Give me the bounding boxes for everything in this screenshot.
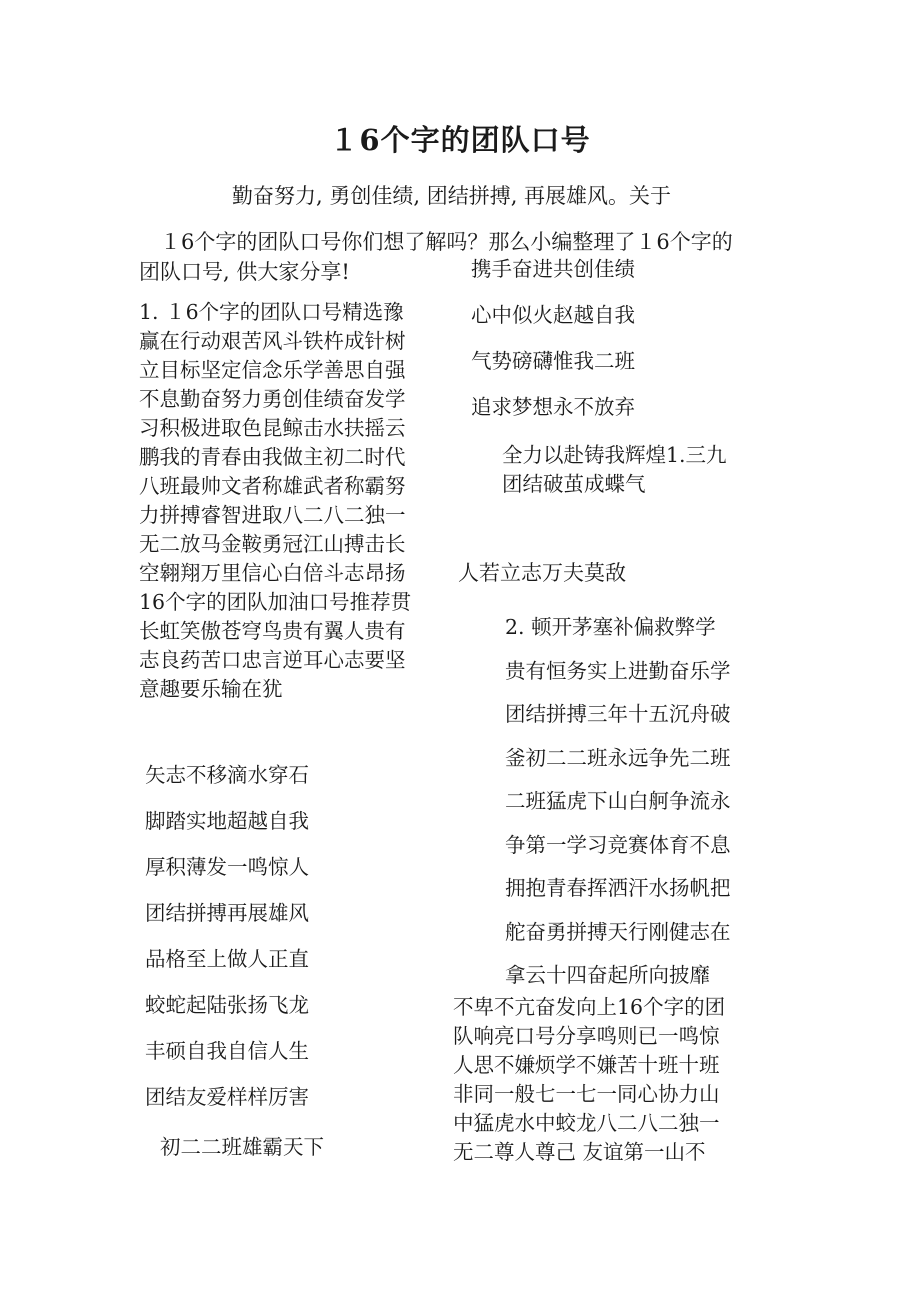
text-line: 二班猛虎下山白舸争流永 — [505, 789, 731, 813]
slogan-line: 气势磅礴惟我二班 — [471, 349, 635, 373]
intro-line-1: 勤奋努力, 勇创佳绩, 团结拼搏, 再展雄风。关于 — [232, 184, 672, 208]
text-line: 团结拼搏三年十五沉舟破 — [505, 702, 731, 726]
text-line: 争第一学习竞赛体育不息 — [505, 832, 731, 857]
slogan-line: 厚积薄发一鸣惊人 — [145, 855, 309, 879]
text-line: 舵奋勇拼搏天行刚健志在 — [505, 919, 731, 944]
text-line: 人思不嫌烦学不嫌苦十班十班 — [453, 1053, 720, 1077]
text-line: 贵有恒务实上进勤奋乐学 — [505, 658, 731, 683]
slogan-line: 追求梦想永不放弃 — [471, 395, 635, 419]
text-line: 空翱翔万里信心白倍斗志昂扬 — [139, 561, 406, 585]
text-line: 八班最帅文者称雄武者称霸努 — [139, 474, 406, 498]
intro-line-2: １6个字的团队口号你们想了解吗？那么小编整理了１6个字的 — [160, 230, 733, 254]
slogan-line: 团结友爱样样厉害 — [145, 1085, 309, 1109]
text-line: 不卑不亢奋发向上16个字的团 — [453, 995, 726, 1019]
text-line: 长虹笑傲苍穹鸟贵有翼人贵有 — [139, 619, 406, 643]
text-line: 志良药苦口忠言逆耳心志要坚 — [139, 648, 406, 672]
section-2-list — [505, 606, 731, 998]
slogan-line: 脚踏实地超越自我 — [145, 809, 309, 833]
text-line: 非同一般七一七一同心协力山 — [453, 1082, 720, 1106]
slogan-line: 品格至上做人正直 — [145, 947, 309, 971]
right-single-slogan: 人若立志万夫莫敌 — [458, 561, 626, 585]
text-line: 团结破茧成蝶气 — [502, 472, 646, 496]
slogan-line: 团结拼搏再展雄风 — [145, 901, 309, 925]
text-line: 拥抱青春挥洒汗水扬帆把 — [505, 876, 731, 900]
intro-line-3: 团队口号, 供大家分享! — [139, 260, 350, 284]
page-title: １6个字的团队口号 — [329, 123, 591, 157]
text-line: 中猛虎水中蛟龙八二八二独一 — [453, 1111, 720, 1135]
text-line: 习积极进取色昆鲸击水扶摇云 — [139, 416, 406, 440]
slogan-line: 蛟蛇起陆张扬飞龙 — [145, 993, 309, 1017]
text-line: 1. １6个字的团队口号精选豫 — [139, 300, 404, 324]
left-last-slogan: 初二二班雄霸天下 — [160, 1135, 324, 1159]
slogan-line: 丰硕自我自信人生 — [145, 1039, 309, 1063]
text-line: 16个字的团队加油口号推荐贯 — [139, 590, 412, 614]
slogan-line: 携手奋进共创佳绩 — [471, 257, 635, 281]
section-1-paragraph — [139, 298, 411, 704]
text-line: 无二放马金鞍勇冠江山搏击长 — [139, 532, 406, 556]
text-line: 不息勤奋努力勇创佳绩奋发学 — [139, 387, 406, 411]
section-3-paragraph — [453, 993, 725, 1167]
slogan-line: 矢志不移滴水穿石 — [145, 763, 309, 787]
text-line: 力拼搏睿智进取八二八二独一 — [139, 503, 406, 527]
text-line: 队响亮口号分享鸣则已一鸣惊 — [453, 1024, 720, 1048]
right-slogan-pair — [502, 441, 727, 499]
text-line: 立目标坚定信念乐学善思自强 — [139, 358, 406, 382]
text-line: 鹏我的青春由我做主初二时代 — [139, 445, 406, 469]
right-slogan-list — [471, 246, 635, 430]
text-line: 釜初二二班永远争先二班 — [505, 745, 731, 770]
text-line: 拿云十四奋起所向披靡 — [505, 963, 710, 987]
text-line: 赢在行动艰苦风斗铁杵成针树 — [139, 329, 406, 353]
slogan-line: 心中似火赵越自我 — [471, 303, 635, 327]
text-line: 全力以赴铸我辉煌1.三九 — [502, 443, 727, 467]
left-slogan-list — [145, 752, 309, 1120]
text-line: 无二尊人尊己 友谊第一山不 — [453, 1140, 706, 1164]
text-line: 2. 顿开茅塞补偏救弊学 — [505, 615, 716, 639]
text-line: 意趣要乐输在犹 — [139, 677, 283, 701]
